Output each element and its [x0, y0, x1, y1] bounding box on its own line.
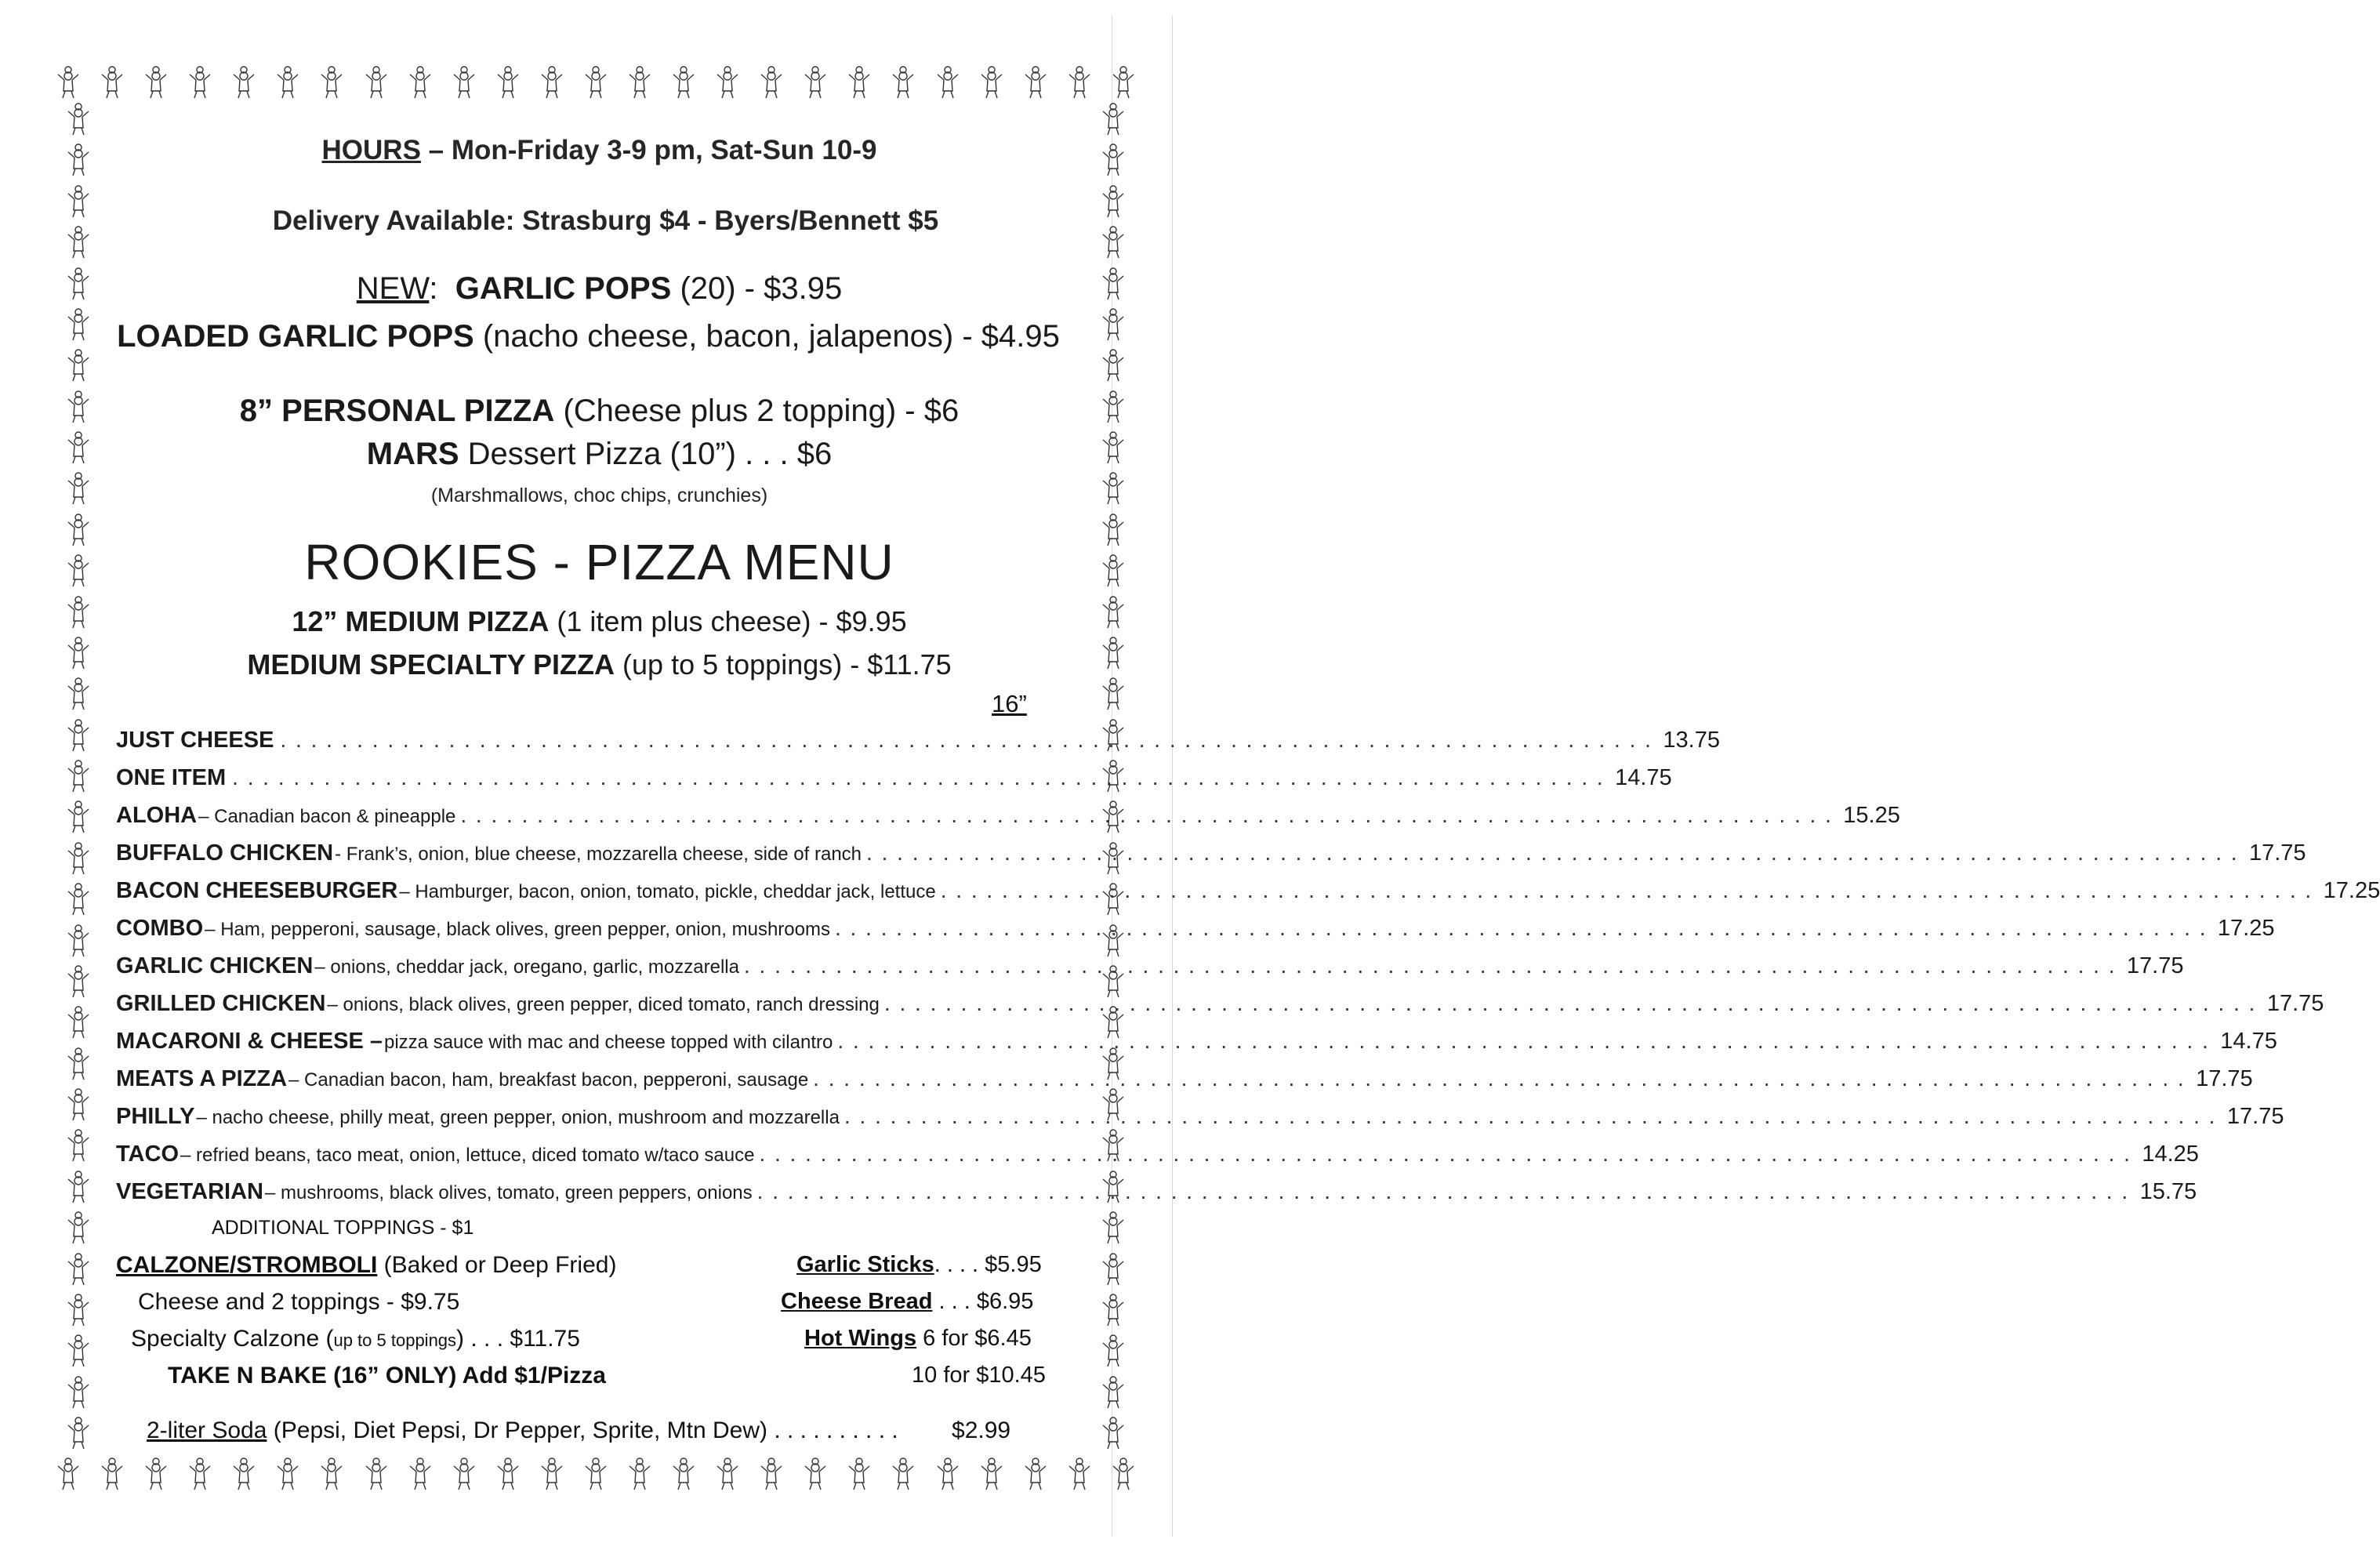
dot-leader: . . . . . . . . . . . . . . . . . . . . . . . . . . . . . . . . . . . . . . . . . . . . . . . . . . . . . . . . . . . . . . . . . . . . . . . . . . . . . . . . . . . . . . . . . . — [743, 953, 2117, 978]
soda-options: (Pepsi, Diet Pepsi, Dr Pepper, Sprite, Mtn Dew) . . . . . . . . . . — [273, 1417, 898, 1443]
medium-specialty-name: MEDIUM SPECIALTY PIZZA — [247, 648, 615, 681]
chef-figure-icon — [55, 1457, 82, 1491]
calzone-line-2b: up to 5 toppings — [333, 1330, 457, 1350]
pizza-description: pizza sauce with mac and cheese topped with cilantro — [384, 1032, 833, 1053]
chef-figure-icon — [99, 1457, 125, 1491]
loaded-garlic-pops-line — [61, 319, 1116, 354]
hours-text: – Mon-Friday 3-9 pm, Sat-Sun 10-9 — [428, 135, 877, 165]
chef-figure-icon — [230, 1457, 257, 1491]
chef-figure-icon — [1100, 1375, 1127, 1410]
take-n-bake: TAKE N BAKE (16” ONLY) Add $1/Pizza — [168, 1363, 606, 1388]
calzone-line-1: Cheese and 2 toppings - $9.75 — [138, 1289, 460, 1315]
calzone-title: CALZONE/STROMBOLI — [116, 1252, 378, 1278]
pizza-price: 14.75 — [2220, 1029, 2277, 1054]
chef-figure-icon — [1066, 1457, 1093, 1491]
medium-specialty-line — [72, 648, 1127, 681]
cheese-bread-line — [781, 1289, 1033, 1315]
chef-figure-icon — [539, 65, 565, 100]
pizza-price: 15.75 — [2139, 1179, 2197, 1204]
pizza-description: – refried beans, taco meat, onion, lettuce, diced tomato w/taco sauce — [180, 1145, 755, 1166]
chef-figure-icon — [1110, 1457, 1137, 1491]
dot-leader: . . . . . . . . . . . . . . . . . . . . . . . . . . . . . . . . . . . . . . . . . . . . . . . . . . . . . . . . . . . . . . . . . . . . . . . . . . . . . . . . . . . . . . . . . . — [460, 803, 1833, 827]
chef-figure-icon — [99, 65, 125, 100]
chef-figure-icon — [1100, 677, 1127, 711]
chef-figure-icon — [582, 1457, 609, 1491]
chef-figure-icon — [65, 1375, 92, 1410]
garlic-sticks-label: Garlic Sticks — [796, 1252, 934, 1277]
dot-leader: . . . . . . . . . . . . . . . . . . . . . . . . . . . . . . . . . . . . . . . . . . . . . . . . . . . . . . . . . . . . . . . . . . . . . . . . . . . . . . . . . . . . . . . . . . — [837, 1029, 2210, 1053]
pizza-row — [116, 803, 1900, 839]
chef-figure-icon — [1022, 1457, 1049, 1491]
pizza-name: COMBO — [116, 916, 204, 941]
chef-figure-icon — [670, 1457, 697, 1491]
calzone-line-2 — [131, 1326, 580, 1352]
chef-figure-icon — [187, 1457, 213, 1491]
dot-leader: . . . . . . . . . . . . . . . . . . . . . . . . . . . . . . . . . . . . . . . . . . . . . . . . . . . . . . . . . . . . . . . . . . . . . . . . . . . . . . . . . . . . . . . . . . — [759, 1142, 2131, 1166]
garlic-pops-line: NEW: GARLIC POPS (20) - $3.95 — [356, 271, 843, 306]
medium-specialty-price: (up to 5 toppings) - $11.75 — [622, 648, 952, 681]
pizza-description: – Ham, pepperoni, sausage, black olives, green pepper, onion, mushrooms — [205, 919, 830, 940]
chef-figure-icon — [626, 65, 653, 100]
pizza-row — [116, 1029, 2277, 1065]
chef-figure-icon — [495, 1457, 521, 1491]
pizza-price: 17.25 — [2323, 878, 2380, 903]
chef-figure-icon — [318, 1457, 345, 1491]
garlic-pops-price: (20) - $3.95 — [680, 271, 843, 306]
chef-figure-icon — [274, 65, 301, 100]
chef-figure-icon — [187, 65, 213, 100]
chef-figure-icon — [626, 1457, 653, 1491]
chef-figure-icon — [143, 65, 169, 100]
chef-figure-icon — [1110, 65, 1137, 100]
chef-figure-icon — [65, 1170, 92, 1204]
chef-figure-icon — [65, 1252, 92, 1287]
chef-figure-icon — [65, 718, 92, 753]
calzone-title-line — [116, 1252, 616, 1279]
pizza-row — [116, 916, 2275, 952]
chef-figure-icon — [758, 65, 785, 100]
pizza-row — [116, 1142, 2199, 1178]
chef-figure-icon — [451, 1457, 477, 1491]
additional-toppings: ADDITIONAL TOPPINGS - $1 — [212, 1217, 474, 1239]
menu-title: ROOKIES - PIZZA MENU — [304, 534, 894, 590]
mars-pizza-line — [72, 437, 1127, 472]
chef-figure-icon — [934, 65, 961, 100]
mars-pizza-price: Dessert Pizza (10”) . . . $6 — [467, 437, 833, 471]
cheese-bread-price: . . . $6.95 — [932, 1289, 1034, 1314]
chef-figure-icon — [65, 759, 92, 793]
dot-leader: . . . . . . . . . . . . . . . . . . . . . . . . . . . . . . . . . . . . . . . . . . . . . . . . . . . . . . . . . . . . . . . . . . . . . . . . . . . . . . . . . . . . . . . . . . — [883, 991, 2257, 1015]
new-label: NEW — [356, 271, 430, 306]
pizza-name: MEATS A PIZZA — [116, 1066, 288, 1091]
chef-figure-icon — [65, 924, 92, 958]
pizza-row — [116, 1066, 2253, 1102]
chef-figure-icon — [65, 800, 92, 834]
chef-figure-icon — [65, 1087, 92, 1122]
pizza-price: 14.25 — [2142, 1142, 2199, 1167]
pizza-description: – Canadian bacon, ham, breakfast bacon, pepperoni, sausage — [288, 1069, 809, 1091]
chef-figure-icon — [978, 65, 1005, 100]
hours-label: HOURS — [321, 135, 421, 165]
chef-figure-icon — [890, 65, 916, 100]
pizza-price: 14.75 — [1615, 765, 1672, 790]
soda-line — [147, 1417, 1010, 1444]
chef-figure-icon — [890, 1457, 916, 1491]
border-top — [55, 59, 1137, 106]
chef-figure-icon — [65, 1334, 92, 1368]
pizza-name: GRILLED CHICKEN — [116, 991, 326, 1016]
chef-figure-icon — [274, 1457, 301, 1491]
pizza-name: BUFFALO CHICKEN — [116, 840, 334, 866]
calzone-line-2a: Specialty Calzone ( — [131, 1326, 334, 1352]
cheese-bread-label: Cheese Bread — [781, 1289, 933, 1314]
pizza-name: GARLIC CHICKEN — [116, 953, 314, 978]
mars-pizza-note: (Marshmallows, choc chips, crunchies) — [430, 485, 768, 506]
delivery-line: Delivery Available: Strasburg $4 - Byers/Bennett $5 — [272, 205, 939, 236]
chef-figure-icon — [978, 1457, 1005, 1491]
chef-figure-icon — [670, 65, 697, 100]
dot-leader: . . . . . . . . . . . . . . . . . . . . . . . . . . . . . . . . . . . . . . . . . . . . . . . . . . . . . . . . . . . . . . . . . . . . . . . . . . . . . . . . . . . . . . . . . . — [280, 728, 1653, 752]
garlic-sticks-price: . . . . $5.95 — [934, 1252, 1042, 1277]
chef-figure-icon — [407, 1457, 434, 1491]
pizza-description: – Canadian bacon & pineapple — [198, 806, 456, 827]
chef-figure-icon — [846, 1457, 873, 1491]
chef-figure-icon — [1100, 1293, 1127, 1327]
pizza-price: 17.75 — [2226, 1104, 2284, 1129]
chef-figure-icon — [65, 964, 92, 999]
calzone-title-rest: (Baked or Deep Fried) — [383, 1252, 617, 1278]
chef-figure-icon — [363, 65, 390, 100]
size-column-header: 16” — [992, 690, 1027, 717]
chef-figure-icon — [65, 841, 92, 876]
mars-pizza-name: MARS — [366, 437, 459, 471]
chef-figure-icon — [495, 65, 521, 100]
chef-figure-icon — [65, 1293, 92, 1327]
chef-figure-icon — [407, 65, 434, 100]
chef-figure-icon — [802, 65, 829, 100]
pizza-name: ALOHA — [116, 803, 198, 828]
soda-label: 2-liter Soda — [147, 1417, 267, 1443]
chef-figure-icon — [143, 1457, 169, 1491]
dot-leader: . . . . . . . . . . . . . . . . . . . . . . . . . . . . . . . . . . . . . . . . . . . . . . . . . . . . . . . . . . . . . . . . . . . . . . . . . . . . . . . . . . . . . . . . . . — [940, 878, 2313, 902]
dot-leader: . . . . . . . . . . . . . . . . . . . . . . . . . . . . . . . . . . . . . . . . . . . . . . . . . . . . . . . . . . . . . . . . . . . . . . . . . . . . . . . . . . . . . . . . . . — [756, 1179, 2130, 1203]
chef-figure-icon — [65, 1210, 92, 1245]
medium-pizza-name: 12” MEDIUM PIZZA — [292, 605, 550, 637]
chef-figure-icon — [1100, 1252, 1127, 1287]
pizza-name: BACON CHEESEBURGER — [116, 878, 398, 903]
pizza-row — [116, 728, 1720, 764]
pizza-price: 15.25 — [1843, 803, 1900, 828]
chef-figure-icon — [451, 65, 477, 100]
chef-figure-icon — [802, 1457, 829, 1491]
personal-pizza-line — [72, 394, 1127, 429]
chef-figure-icon — [65, 882, 92, 916]
pizza-name: JUST CHEESE — [116, 728, 274, 753]
chef-figure-icon — [65, 1128, 92, 1163]
chef-figure-icon — [1022, 65, 1049, 100]
chef-figure-icon — [1100, 1210, 1127, 1245]
pizza-row — [116, 1179, 2197, 1215]
pizza-price: 17.75 — [2196, 1066, 2253, 1091]
pizza-name: MACARONI & CHEESE – — [116, 1029, 383, 1054]
pizza-description: - Frank’s, onion, blue cheese, mozzarella cheese, side of ranch — [335, 844, 862, 865]
pizza-description: – onions, cheddar jack, oregano, garlic, mozzarella — [314, 956, 739, 978]
hot-wings-price: 6 for $6.45 — [916, 1326, 1032, 1351]
pizza-row — [116, 1104, 2284, 1140]
chef-figure-icon — [65, 677, 92, 711]
pizza-price: 17.25 — [2217, 916, 2275, 941]
hot-wings-label: Hot Wings — [804, 1326, 917, 1351]
loaded-garlic-pops-price: (nacho cheese, bacon, jalapenos) - $4.95 — [482, 319, 1060, 354]
pizza-row — [116, 953, 2184, 989]
pizza-name: PHILLY — [116, 1104, 195, 1129]
pizza-price: 13.75 — [1663, 728, 1720, 753]
pizza-description: – Hamburger, bacon, onion, tomato, pickle, cheddar jack, lettuce — [399, 881, 936, 902]
chef-figure-icon — [582, 65, 609, 100]
border-bottom — [55, 1450, 1137, 1497]
chef-figure-icon — [55, 65, 82, 100]
chef-figure-icon — [1066, 65, 1093, 100]
medium-pizza-price: (1 item plus cheese) - $9.95 — [557, 605, 907, 637]
chef-figure-icon — [714, 1457, 741, 1491]
pizza-description: – mushrooms, black olives, tomato, green peppers, onions — [264, 1182, 753, 1203]
pizza-price: 17.75 — [2266, 991, 2324, 1016]
soda-price: $2.99 — [952, 1417, 1011, 1443]
dot-leader: . . . . . . . . . . . . . . . . . . . . . . . . . . . . . . . . . . . . . . . . . . . . . . . . . . . . . . . . . . . . . . . . . . . . . . . . . . . . . . . . . . . . . . . . . . — [813, 1066, 2186, 1091]
chef-figure-icon — [1100, 102, 1127, 136]
garlic-sticks-line — [796, 1252, 1042, 1278]
pizza-price: 17.75 — [2126, 953, 2184, 978]
pizza-row — [116, 878, 2380, 914]
pizza-name: ONE ITEM — [116, 765, 227, 790]
pizza-price: 17.75 — [2248, 840, 2306, 866]
chef-figure-icon — [714, 65, 741, 100]
chef-figure-icon — [539, 1457, 565, 1491]
pizza-row — [116, 765, 1672, 801]
chef-figure-icon — [65, 102, 92, 136]
chef-figure-icon — [65, 1416, 92, 1450]
chef-figure-icon — [934, 1457, 961, 1491]
pizza-name: VEGETARIAN — [116, 1179, 263, 1204]
hot-wings-price-2: 10 for $10.45 — [912, 1363, 1046, 1388]
loaded-garlic-pops-name: LOADED GARLIC POPS — [117, 319, 474, 354]
dot-leader: . . . . . . . . . . . . . . . . . . . . . . . . . . . . . . . . . . . . . . . . . . . . . . . . . . . . . . . . . . . . . . . . . . . . . . . . . . . . . . . . . . . . . . . . . . — [834, 916, 2208, 940]
personal-pizza-name: 8” PERSONAL PIZZA — [239, 394, 555, 428]
chef-figure-icon — [1100, 1334, 1127, 1368]
chef-figure-icon — [758, 1457, 785, 1491]
garlic-pops-name: GARLIC POPS — [455, 271, 672, 306]
personal-pizza-price: (Cheese plus 2 topping) - $6 — [563, 394, 960, 428]
pizza-row — [116, 840, 2306, 877]
chef-figure-icon — [65, 1047, 92, 1081]
pizza-description: – onions, black olives, green pepper, diced tomato, ranch dressing — [327, 994, 880, 1015]
hours-line — [72, 135, 1127, 166]
chef-figure-icon — [363, 1457, 390, 1491]
pizza-row — [116, 991, 2324, 1027]
chef-figure-icon — [318, 65, 345, 100]
dot-leader: . . . . . . . . . . . . . . . . . . . . . . . . . . . . . . . . . . . . . . . . . . . . . . . . . . . . . . . . . . . . . . . . . . . . . . . . . . . . . . . . . . . . . . . . . . — [232, 765, 1605, 789]
chef-figure-icon — [65, 1005, 92, 1040]
chef-figure-icon — [1100, 1416, 1127, 1450]
pizza-name: TACO — [116, 1142, 180, 1167]
medium-pizza-line — [72, 605, 1127, 638]
chef-figure-icon — [230, 65, 257, 100]
dot-leader: . . . . . . . . . . . . . . . . . . . . . . . . . . . . . . . . . . . . . . . . . . . . . . . . . . . . . . . . . . . . . . . . . . . . . . . . . . . . . . . . . . . . . . . . . . — [844, 1104, 2217, 1128]
calzone-line-2c: ) . . . $11.75 — [456, 1326, 580, 1352]
pizza-description: – nacho cheese, philly meat, green pepper, onion, mushroom and mozzarella — [196, 1107, 840, 1128]
hot-wings-line — [804, 1326, 1032, 1352]
chef-figure-icon — [846, 65, 873, 100]
dot-leader: . . . . . . . . . . . . . . . . . . . . . . . . . . . . . . . . . . . . . . . . . . . . . . . . . . . . . . . . . . . . . . . . . . . . . . . . . . . . . . . . . . . . . . . . . . — [866, 840, 2239, 865]
